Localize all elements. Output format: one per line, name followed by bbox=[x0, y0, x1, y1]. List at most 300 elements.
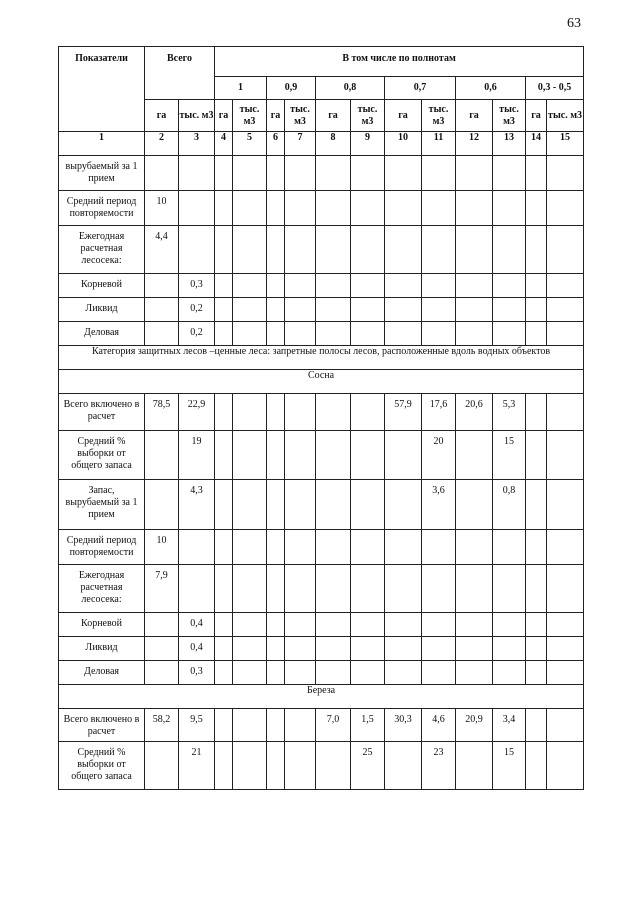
cell-value: 4,3 bbox=[179, 480, 215, 530]
cell-value bbox=[233, 480, 267, 530]
cell-value bbox=[267, 661, 285, 685]
cell-value bbox=[385, 480, 422, 530]
cell-value bbox=[526, 226, 547, 274]
cell-value: 30,3 bbox=[385, 709, 422, 742]
cell-value: 1,5 bbox=[351, 709, 385, 742]
cell-value bbox=[385, 565, 422, 613]
unit-ha: га bbox=[145, 100, 179, 132]
cell-value bbox=[233, 394, 267, 431]
cell-value bbox=[267, 637, 285, 661]
cell-value bbox=[145, 637, 179, 661]
cell-value bbox=[351, 226, 385, 274]
section-title: Береза bbox=[59, 685, 584, 709]
cell-value bbox=[267, 613, 285, 637]
section-row bbox=[59, 346, 584, 370]
page-number: 63 bbox=[567, 16, 581, 31]
cell-value bbox=[385, 661, 422, 685]
cell-value bbox=[385, 637, 422, 661]
cell-value bbox=[351, 394, 385, 431]
cell-value bbox=[316, 742, 351, 790]
header-density-1: 1 bbox=[215, 77, 267, 100]
cell-value bbox=[233, 226, 267, 274]
cell-value bbox=[215, 637, 233, 661]
table-row bbox=[59, 661, 584, 685]
row-label: вырубаемый за 1 прием bbox=[59, 156, 145, 191]
cell-value bbox=[526, 322, 547, 346]
cell-value bbox=[145, 431, 179, 480]
cell-value: 57,9 bbox=[385, 394, 422, 431]
cell-value bbox=[179, 156, 215, 191]
cell-value bbox=[267, 298, 285, 322]
cell-value bbox=[285, 431, 316, 480]
cell-value bbox=[215, 298, 233, 322]
cell-value bbox=[316, 661, 351, 685]
cell-value bbox=[351, 637, 385, 661]
cell-value bbox=[493, 322, 526, 346]
cell-value bbox=[267, 565, 285, 613]
unit-m3: тыс. м3 bbox=[547, 100, 584, 132]
column-number: 15 bbox=[547, 132, 584, 156]
cell-value bbox=[145, 298, 179, 322]
cell-value: 7,9 bbox=[145, 565, 179, 613]
cell-value bbox=[493, 530, 526, 565]
cell-value bbox=[316, 191, 351, 226]
unit-m3: тыс. м3 bbox=[285, 100, 316, 132]
cell-value: 3,6 bbox=[422, 480, 456, 530]
cell-value bbox=[547, 661, 584, 685]
header-total: Всего bbox=[145, 47, 215, 100]
cell-value bbox=[526, 530, 547, 565]
cell-value bbox=[233, 661, 267, 685]
cell-value bbox=[547, 530, 584, 565]
row-label: Ежегодная расчетная лесосека: bbox=[59, 565, 145, 613]
cell-value bbox=[456, 298, 493, 322]
table-row bbox=[59, 742, 584, 790]
cell-value bbox=[456, 530, 493, 565]
column-number: 2 bbox=[145, 132, 179, 156]
column-number: 6 bbox=[267, 132, 285, 156]
cell-value bbox=[285, 709, 316, 742]
cell-value bbox=[215, 226, 233, 274]
cell-value bbox=[422, 322, 456, 346]
row-label: Средний период повторяемости bbox=[59, 191, 145, 226]
unit-m3: тыс. м3 bbox=[422, 100, 456, 132]
cell-value bbox=[526, 191, 547, 226]
cell-value bbox=[526, 156, 547, 191]
cell-value bbox=[215, 565, 233, 613]
column-number: 7 bbox=[285, 132, 316, 156]
unit-ha: га bbox=[316, 100, 351, 132]
cell-value bbox=[215, 394, 233, 431]
cell-value bbox=[526, 298, 547, 322]
table-row bbox=[59, 394, 584, 431]
cell-value bbox=[422, 565, 456, 613]
column-number: 12 bbox=[456, 132, 493, 156]
cell-value bbox=[422, 274, 456, 298]
cell-value bbox=[526, 431, 547, 480]
cell-value bbox=[233, 156, 267, 191]
cell-value bbox=[267, 709, 285, 742]
cell-value bbox=[215, 431, 233, 480]
unit-ha: га bbox=[526, 100, 547, 132]
cell-value bbox=[351, 191, 385, 226]
row-label: Корневой bbox=[59, 613, 145, 637]
cell-value bbox=[233, 191, 267, 226]
cell-value bbox=[456, 431, 493, 480]
cell-value bbox=[456, 156, 493, 191]
cell-value bbox=[547, 709, 584, 742]
cell-value bbox=[316, 431, 351, 480]
cell-value bbox=[526, 742, 547, 790]
column-number: 14 bbox=[526, 132, 547, 156]
cell-value: 78,5 bbox=[145, 394, 179, 431]
cell-value bbox=[385, 613, 422, 637]
cell-value bbox=[456, 226, 493, 274]
cell-value bbox=[385, 274, 422, 298]
cell-value: 19 bbox=[179, 431, 215, 480]
cell-value bbox=[145, 322, 179, 346]
cell-value bbox=[145, 661, 179, 685]
cell-value bbox=[493, 156, 526, 191]
cell-value bbox=[456, 322, 493, 346]
column-number: 9 bbox=[351, 132, 385, 156]
cell-value bbox=[526, 274, 547, 298]
cell-value bbox=[316, 274, 351, 298]
cell-value bbox=[351, 274, 385, 298]
cell-value: 7,0 bbox=[316, 709, 351, 742]
cell-value bbox=[316, 565, 351, 613]
cell-value bbox=[215, 742, 233, 790]
cell-value bbox=[145, 613, 179, 637]
row-label: Всего включено в расчет bbox=[59, 394, 145, 431]
cell-value bbox=[179, 530, 215, 565]
table-row bbox=[59, 637, 584, 661]
cell-value: 0,4 bbox=[179, 613, 215, 637]
cell-value bbox=[493, 637, 526, 661]
cell-value bbox=[233, 298, 267, 322]
column-number: 8 bbox=[316, 132, 351, 156]
cell-value: 15 bbox=[493, 742, 526, 790]
row-label: Всего включено в расчет bbox=[59, 709, 145, 742]
row-label: Ежегодная расчетная лесосека: bbox=[59, 226, 145, 274]
cell-value bbox=[547, 613, 584, 637]
row-label: Ликвид bbox=[59, 298, 145, 322]
cell-value bbox=[422, 156, 456, 191]
cell-value bbox=[267, 530, 285, 565]
table-row bbox=[59, 322, 584, 346]
cell-value bbox=[526, 661, 547, 685]
cell-value bbox=[385, 742, 422, 790]
cell-value bbox=[285, 274, 316, 298]
cell-value bbox=[145, 274, 179, 298]
cell-value: 23 bbox=[422, 742, 456, 790]
cell-value bbox=[493, 565, 526, 613]
unit-ha: га bbox=[456, 100, 493, 132]
cell-value bbox=[422, 613, 456, 637]
cell-value bbox=[215, 613, 233, 637]
cell-value bbox=[285, 565, 316, 613]
cell-value bbox=[285, 480, 316, 530]
cell-value: 5,3 bbox=[493, 394, 526, 431]
cell-value bbox=[456, 480, 493, 530]
header-indicators: Показатели bbox=[59, 47, 145, 132]
cell-value bbox=[179, 226, 215, 274]
table-row bbox=[59, 431, 584, 480]
unit-m3: тыс. м3 bbox=[179, 100, 215, 132]
column-number: 5 bbox=[233, 132, 267, 156]
cell-value bbox=[215, 661, 233, 685]
cell-value bbox=[267, 394, 285, 431]
cell-value bbox=[547, 274, 584, 298]
table-row bbox=[59, 298, 584, 322]
cell-value bbox=[422, 226, 456, 274]
row-label: Средний % выборки от общего запаса bbox=[59, 742, 145, 790]
cell-value bbox=[316, 613, 351, 637]
table-row bbox=[59, 191, 584, 226]
cell-value bbox=[493, 298, 526, 322]
cell-value bbox=[385, 322, 422, 346]
cell-value bbox=[526, 565, 547, 613]
cell-value bbox=[351, 613, 385, 637]
column-number: 3 bbox=[179, 132, 215, 156]
column-number: 1 bbox=[59, 132, 145, 156]
cell-value bbox=[316, 480, 351, 530]
cell-value bbox=[215, 156, 233, 191]
cell-value bbox=[145, 480, 179, 530]
cell-value bbox=[316, 530, 351, 565]
cell-value: 21 bbox=[179, 742, 215, 790]
cell-value bbox=[267, 322, 285, 346]
header-density-0-6: 0,6 bbox=[456, 77, 526, 100]
cell-value bbox=[215, 191, 233, 226]
cell-value bbox=[422, 191, 456, 226]
unit-ha: га bbox=[215, 100, 233, 132]
cell-value bbox=[385, 156, 422, 191]
table-row bbox=[59, 709, 584, 742]
cell-value bbox=[351, 322, 385, 346]
cell-value bbox=[547, 637, 584, 661]
cell-value bbox=[233, 274, 267, 298]
header-density-0-8: 0,8 bbox=[316, 77, 385, 100]
cell-value bbox=[267, 191, 285, 226]
cell-value bbox=[233, 637, 267, 661]
cell-value bbox=[351, 530, 385, 565]
cell-value: 4,4 bbox=[145, 226, 179, 274]
cell-value bbox=[145, 742, 179, 790]
cell-value bbox=[351, 156, 385, 191]
unit-m3: тыс. м3 bbox=[233, 100, 267, 132]
section-title: Сосна bbox=[59, 370, 584, 394]
cell-value bbox=[285, 226, 316, 274]
cell-value bbox=[351, 565, 385, 613]
cell-value bbox=[285, 530, 316, 565]
cell-value bbox=[179, 191, 215, 226]
forest-table bbox=[58, 46, 584, 790]
unit-ha: га bbox=[385, 100, 422, 132]
cell-value bbox=[215, 322, 233, 346]
cell-value bbox=[285, 191, 316, 226]
header-density-0-7: 0,7 bbox=[385, 77, 456, 100]
cell-value: 20 bbox=[422, 431, 456, 480]
cell-value bbox=[526, 637, 547, 661]
cell-value: 3,4 bbox=[493, 709, 526, 742]
cell-value bbox=[547, 742, 584, 790]
cell-value bbox=[316, 298, 351, 322]
cell-value: 0,8 bbox=[493, 480, 526, 530]
cell-value bbox=[456, 661, 493, 685]
cell-value bbox=[233, 613, 267, 637]
cell-value bbox=[351, 298, 385, 322]
cell-value bbox=[215, 274, 233, 298]
cell-value bbox=[285, 637, 316, 661]
cell-value bbox=[267, 274, 285, 298]
cell-value bbox=[456, 742, 493, 790]
row-label: Ликвид bbox=[59, 637, 145, 661]
cell-value: 10 bbox=[145, 530, 179, 565]
cell-value bbox=[456, 637, 493, 661]
unit-ha: га bbox=[267, 100, 285, 132]
cell-value bbox=[285, 298, 316, 322]
table-row bbox=[59, 156, 584, 191]
cell-value: 0,3 bbox=[179, 661, 215, 685]
row-label: Запас, вырубаемый за 1 прием bbox=[59, 480, 145, 530]
unit-m3: тыс. м3 bbox=[493, 100, 526, 132]
cell-value: 0,3 bbox=[179, 274, 215, 298]
cell-value: 20,9 bbox=[456, 709, 493, 742]
cell-value bbox=[385, 226, 422, 274]
cell-value bbox=[493, 226, 526, 274]
table-body bbox=[59, 47, 584, 790]
cell-value bbox=[316, 637, 351, 661]
table-row bbox=[59, 274, 584, 298]
cell-value bbox=[456, 191, 493, 226]
cell-value bbox=[267, 480, 285, 530]
cell-value: 15 bbox=[493, 431, 526, 480]
cell-value: 0,2 bbox=[179, 298, 215, 322]
cell-value bbox=[456, 274, 493, 298]
cell-value bbox=[547, 480, 584, 530]
cell-value bbox=[267, 431, 285, 480]
cell-value bbox=[547, 322, 584, 346]
column-number-row bbox=[59, 132, 584, 156]
cell-value bbox=[285, 613, 316, 637]
row-label: Средний % выборки от общего запаса bbox=[59, 431, 145, 480]
cell-value bbox=[215, 480, 233, 530]
unit-m3: тыс. м3 bbox=[351, 100, 385, 132]
cell-value bbox=[285, 322, 316, 346]
cell-value bbox=[351, 661, 385, 685]
cell-value bbox=[316, 394, 351, 431]
cell-value: 17,6 bbox=[422, 394, 456, 431]
table-row bbox=[59, 613, 584, 637]
cell-value bbox=[233, 431, 267, 480]
cell-value bbox=[385, 191, 422, 226]
cell-value bbox=[215, 530, 233, 565]
cell-value bbox=[456, 565, 493, 613]
cell-value bbox=[285, 394, 316, 431]
cell-value bbox=[422, 637, 456, 661]
cell-value bbox=[233, 530, 267, 565]
cell-value bbox=[526, 709, 547, 742]
cell-value bbox=[493, 274, 526, 298]
cell-value bbox=[547, 565, 584, 613]
cell-value bbox=[526, 394, 547, 431]
cell-value bbox=[456, 613, 493, 637]
row-label: Средний период повторяемости bbox=[59, 530, 145, 565]
header-density-0-9: 0,9 bbox=[267, 77, 316, 100]
cell-value bbox=[179, 565, 215, 613]
section-row bbox=[59, 685, 584, 709]
cell-value bbox=[316, 226, 351, 274]
column-number: 4 bbox=[215, 132, 233, 156]
section-row bbox=[59, 370, 584, 394]
table-row bbox=[59, 480, 584, 530]
cell-value bbox=[233, 742, 267, 790]
column-number: 13 bbox=[493, 132, 526, 156]
cell-value: 25 bbox=[351, 742, 385, 790]
table-row bbox=[59, 565, 584, 613]
cell-value bbox=[526, 480, 547, 530]
cell-value bbox=[267, 742, 285, 790]
cell-value: 58,2 bbox=[145, 709, 179, 742]
header-by-density: В том числе по полнотам bbox=[215, 47, 584, 77]
cell-value bbox=[285, 661, 316, 685]
cell-value: 0,2 bbox=[179, 322, 215, 346]
cell-value bbox=[285, 742, 316, 790]
header-density-0-3-0-5: 0,3 - 0,5 bbox=[526, 77, 584, 100]
cell-value bbox=[145, 156, 179, 191]
cell-value bbox=[547, 226, 584, 274]
cell-value bbox=[285, 156, 316, 191]
cell-value: 20,6 bbox=[456, 394, 493, 431]
column-number: 10 bbox=[385, 132, 422, 156]
cell-value: 0,4 bbox=[179, 637, 215, 661]
cell-value bbox=[422, 298, 456, 322]
cell-value bbox=[351, 480, 385, 530]
table-row bbox=[59, 530, 584, 565]
cell-value bbox=[493, 661, 526, 685]
cell-value bbox=[493, 613, 526, 637]
cell-value bbox=[267, 156, 285, 191]
cell-value bbox=[233, 565, 267, 613]
cell-value: 22,9 bbox=[179, 394, 215, 431]
cell-value bbox=[547, 394, 584, 431]
table-row bbox=[59, 226, 584, 274]
column-number: 11 bbox=[422, 132, 456, 156]
cell-value: 10 bbox=[145, 191, 179, 226]
cell-value: 4,6 bbox=[422, 709, 456, 742]
cell-value bbox=[547, 156, 584, 191]
section-title: Категория защитных лесов –ценные леса: запретные полосы лесов, расположенные вдоль водных объектов bbox=[59, 346, 584, 370]
cell-value bbox=[233, 709, 267, 742]
row-label: Деловая bbox=[59, 661, 145, 685]
cell-value bbox=[526, 613, 547, 637]
cell-value bbox=[385, 530, 422, 565]
cell-value bbox=[547, 298, 584, 322]
cell-value bbox=[316, 156, 351, 191]
cell-value bbox=[385, 298, 422, 322]
cell-value bbox=[547, 431, 584, 480]
cell-value bbox=[422, 530, 456, 565]
cell-value bbox=[547, 191, 584, 226]
cell-value bbox=[316, 322, 351, 346]
cell-value bbox=[215, 709, 233, 742]
cell-value bbox=[385, 431, 422, 480]
cell-value bbox=[493, 191, 526, 226]
cell-value bbox=[233, 322, 267, 346]
row-label: Деловая bbox=[59, 322, 145, 346]
cell-value bbox=[422, 661, 456, 685]
